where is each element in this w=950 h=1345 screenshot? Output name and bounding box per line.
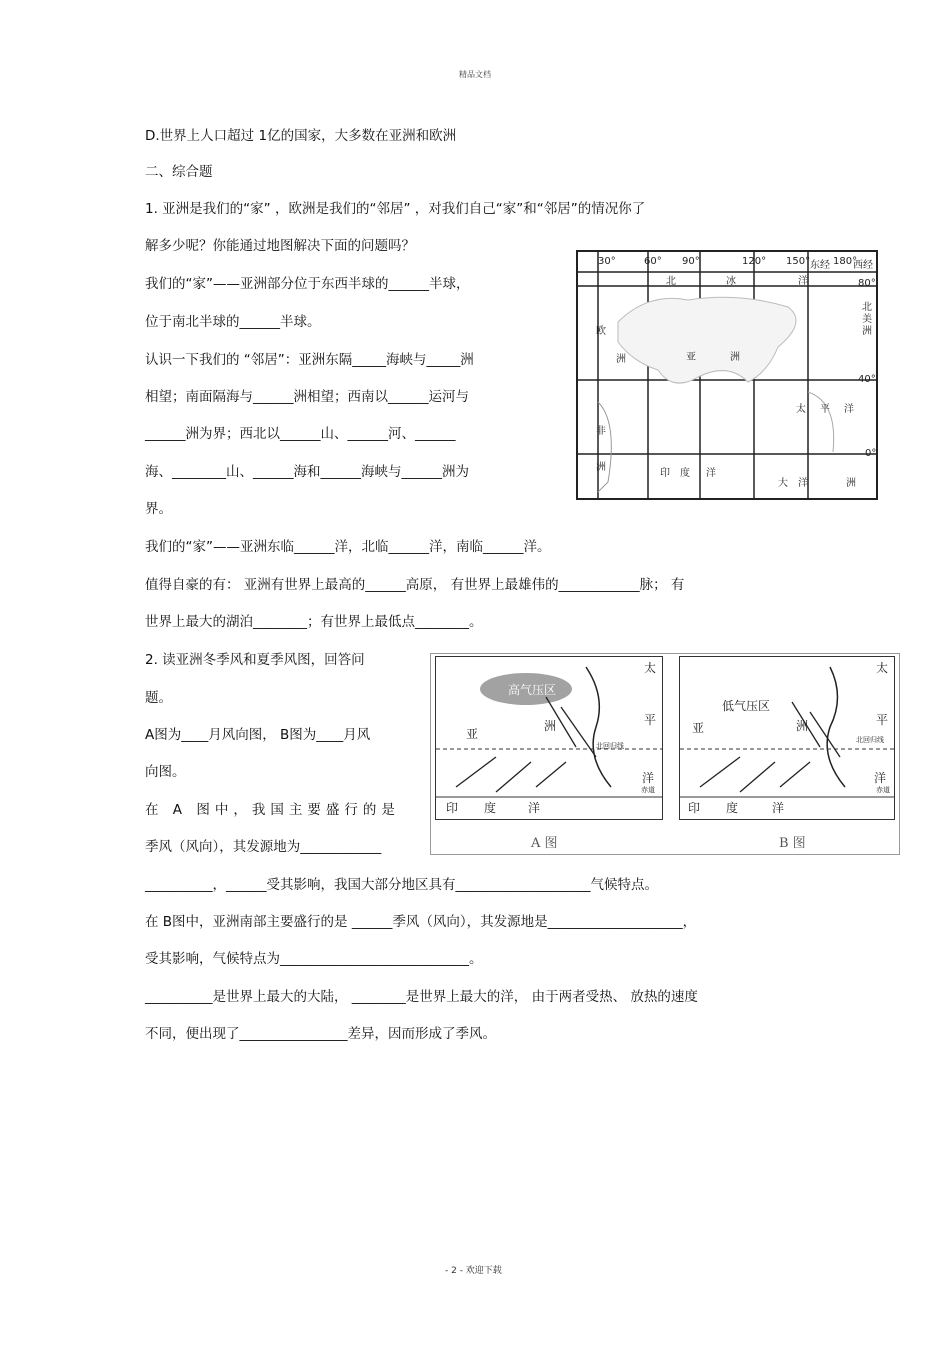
q1-blank-line: 海、________山、______海和______海峡与______洲为: [145, 464, 469, 480]
q2-text: 2. 读亚洲冬季风和夏季风图，回答问: [145, 652, 365, 668]
q2-blank-line: 受其影响，气候特点为____________________________。: [145, 951, 483, 967]
q1-text: 1. 亚洲是我们的“家” ，欧洲是我们的“邻居” ，对我们自己“家”和“邻居”的情况你了: [145, 201, 646, 217]
lat-label: 40°: [858, 374, 876, 385]
pressure-label: 低气压区: [722, 699, 771, 713]
q1-text: 解多少呢？你能通过地图解决下面的问题吗？: [145, 238, 415, 254]
ocean-label: 印: [688, 801, 701, 815]
continent-label: 大: [778, 478, 788, 489]
ocean-label: 洋: [798, 276, 808, 287]
q2-text: 在 A 图中，我国主要盛行的是: [145, 802, 400, 818]
q2-blank-line: 季风（风向），其发源地为____________: [145, 839, 382, 855]
q2-blank-line: __________是世界上最大的大陆， ________是世界上最大的洋， 由于两者受热、 放热的速度: [145, 989, 698, 1005]
ocean-label: 洋: [772, 801, 785, 815]
monsoon-figures: [430, 653, 900, 855]
q2-blank-line: 在 B图中，亚洲南部主要盛行的是 ______季风（风向），其发源地是____________________，: [145, 914, 697, 930]
ocean-label: 平: [876, 713, 889, 727]
continent-label: 亚: [686, 352, 696, 363]
continent-label: 亚: [692, 721, 705, 735]
continent-label: 北美洲: [862, 302, 872, 337]
figure-caption-b: B 图: [779, 836, 806, 851]
continent-label: 亚: [466, 727, 479, 741]
continent-label: 欧: [596, 326, 606, 337]
q1-blank-line: 我们的“家”——亚洲东临______洋，北临______洋，南临______洋。: [145, 539, 551, 555]
lon-label: 180°: [833, 256, 858, 267]
section-title: 二、综合题: [145, 164, 213, 180]
continent-label: 洲: [846, 478, 856, 489]
ocean-label: 北: [666, 276, 676, 287]
figure-caption-a: A 图: [531, 836, 558, 851]
map-grid: [578, 252, 876, 498]
ocean-label: 太: [796, 404, 806, 415]
ocean-label: 洋: [844, 404, 854, 415]
monsoon-map-b: [679, 656, 895, 820]
q1-blank-line: 世界上最大的湖泊________；有世界上最低点________。: [145, 614, 483, 630]
lat-label: 0°: [865, 448, 877, 459]
q2-blank-line: 不同，便出现了________________差异，因而形成了季风。: [145, 1026, 496, 1042]
continent-label: 洲: [730, 352, 740, 363]
lon-label: 60°: [644, 256, 662, 267]
equator-label: 赤道: [641, 786, 655, 794]
q1-blank-line: 相望；南面隔海与______洲相望；西南以______运河与: [145, 389, 469, 405]
continent-label: 非: [596, 426, 606, 437]
lon-label: 150°: [786, 256, 811, 267]
continent-label: 洋: [798, 478, 808, 489]
q1-blank-line: 值得自豪的有： 亚洲有世界上最高的______高原， 有世界上最雄伟的____________脉； 有: [145, 577, 685, 593]
continent-label: 洲: [616, 354, 626, 365]
lat-label: 80°: [858, 278, 876, 289]
ocean-label: 洋: [528, 801, 541, 815]
ocean-label: 平: [644, 713, 657, 727]
ocean-label: 洋: [874, 771, 887, 785]
ocean-label: 太: [876, 661, 889, 675]
ocean-label: 冰: [726, 276, 736, 287]
q1-blank-line: 界。: [145, 501, 172, 517]
q2-text: 向图。: [145, 764, 186, 780]
monsoon-map-a: [435, 656, 663, 820]
asia-location-map: [576, 250, 878, 500]
tropic-label: 北回归线: [856, 736, 884, 744]
q1-blank-line: ______洲为界；西北以______山、______河、______: [145, 426, 456, 442]
lon-label: 120°: [742, 256, 767, 267]
q1-blank-line: 位于南北半球的______半球。: [145, 314, 321, 330]
ocean-label: 印: [660, 468, 670, 479]
continent-label: 洲: [796, 719, 809, 733]
lon-label: 90°: [682, 256, 700, 267]
ocean-label: 度: [680, 468, 690, 479]
ocean-label: 洋: [642, 771, 655, 785]
q2-blank-line: __________，______受其影响，我国大部分地区具有____________________气候特点。: [145, 877, 658, 893]
lon-label: 30°: [598, 256, 616, 267]
option-d: D.世界上人口超过 1亿的国家，大多数在亚洲和欧洲: [145, 128, 457, 144]
ocean-label: 平: [820, 404, 830, 415]
lon-label: 东经: [810, 260, 830, 271]
tropic-label: 北回归线: [596, 742, 624, 750]
ocean-label: 度: [726, 801, 739, 815]
page-header: 精品文档: [459, 70, 491, 79]
q1-blank-line: 我们的“家”——亚洲部分位于东西半球的______半球，: [145, 276, 470, 292]
q2-text: 题。: [145, 690, 172, 706]
continent-label: 洲: [596, 462, 606, 473]
ocean-label: 印: [446, 801, 459, 815]
q1-blank-line: 认识一下我们的 “邻居”：亚洲东隔_____海峡与_____洲: [145, 352, 474, 368]
ocean-label: 洋: [706, 468, 716, 479]
ocean-label: 太: [644, 661, 657, 675]
lon-label: 西经: [853, 260, 873, 271]
equator-label: 赤道: [876, 786, 890, 794]
q2-blank-line: A图为____月风向图， B图为____月风: [145, 727, 371, 743]
pressure-label: 高气压区: [508, 683, 557, 697]
ocean-label: 度: [484, 801, 497, 815]
page-footer: - 2 - 欢迎下载: [445, 1266, 502, 1276]
continent-label: 洲: [544, 719, 557, 733]
